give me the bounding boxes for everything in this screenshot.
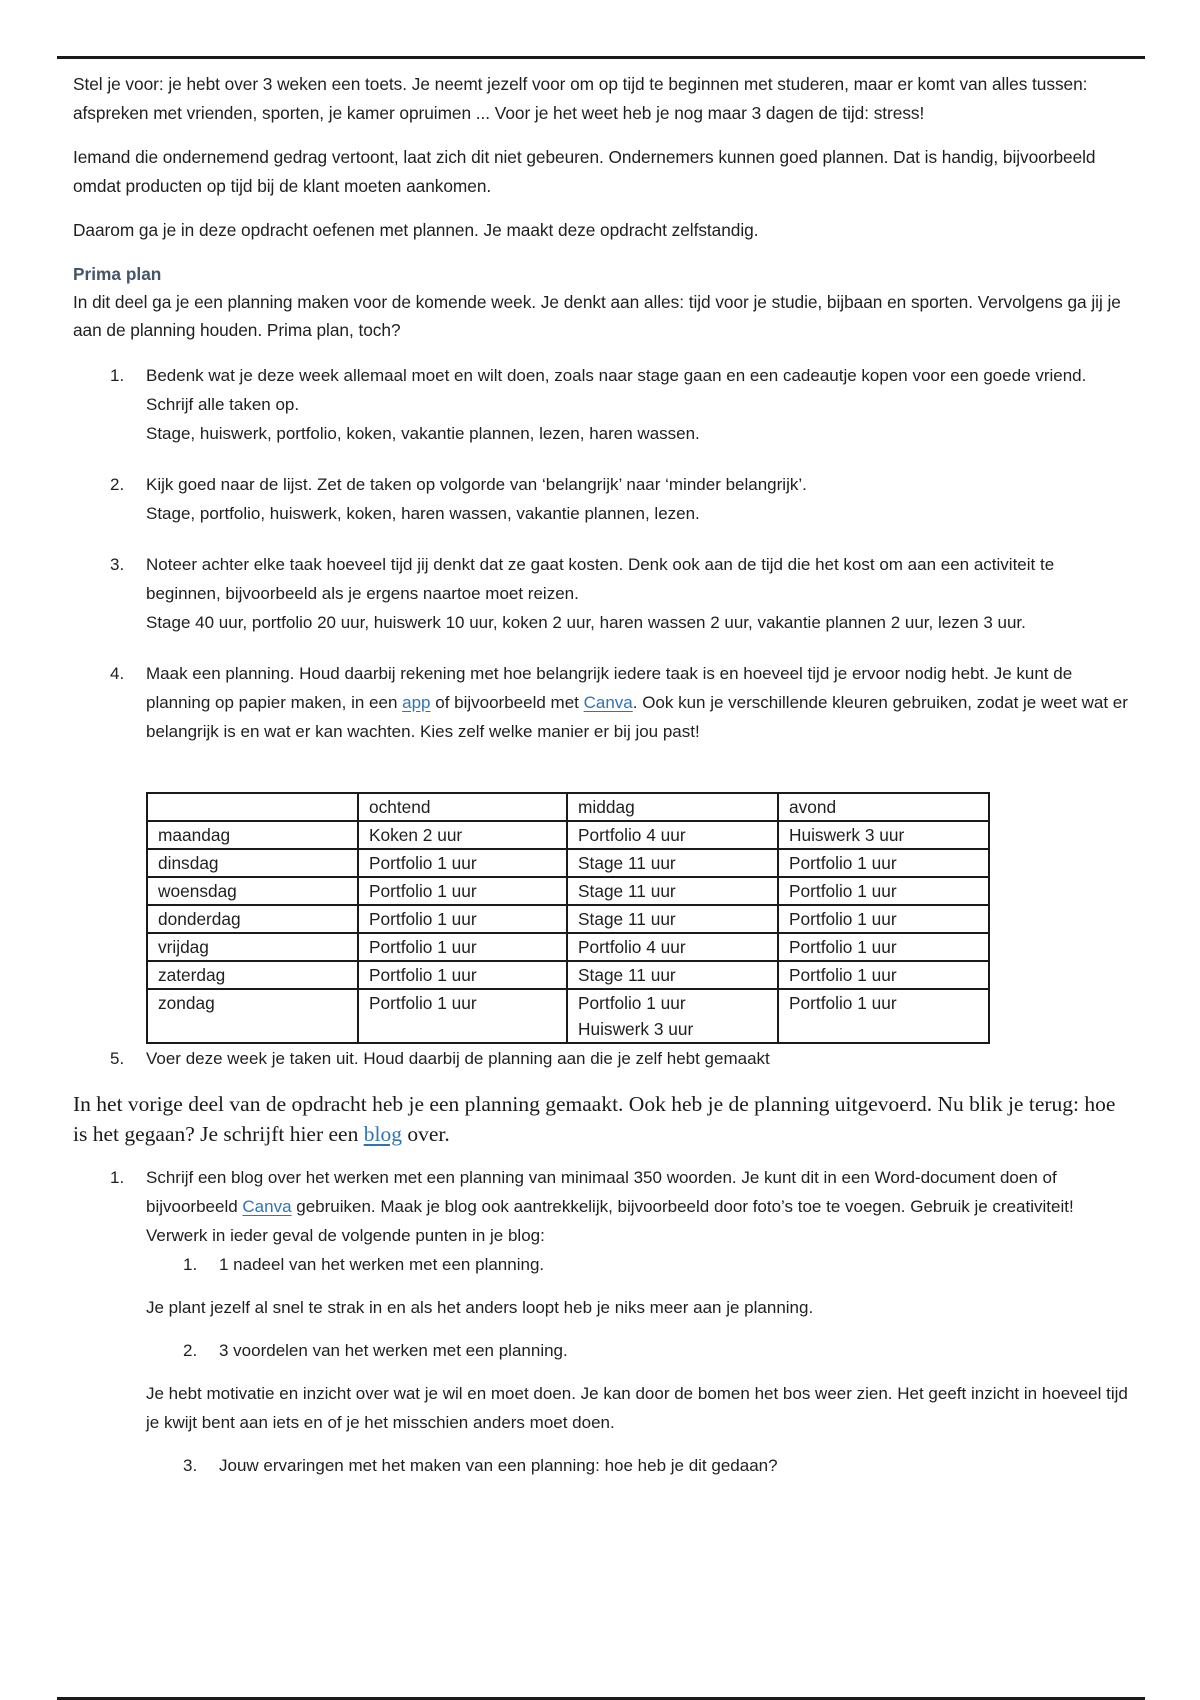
intro-paragraph-1: Stel je voor: je hebt over 3 weken een toets. Je neemt jezelf voor om op tijd te beginnen met studeren, maar er komt van alles tussen: afspreken met vrienden, sporten, je kamer opruimen ... Voor je het weet heb je nog maar 3 dagen de tijd: stress! bbox=[73, 74, 1088, 123]
table-header-cell: avond bbox=[778, 793, 989, 821]
table-row bbox=[147, 821, 989, 849]
step-answer: Stage 40 uur, portfolio 20 uur, huiswerk 10 uur, koken 2 uur, haren wassen 2 uur, vakantie plannen 2 uur, lezen 3 uur. bbox=[146, 612, 1026, 632]
table-cell: Koken 2 uur bbox=[358, 821, 567, 849]
subpoint-text: 1 nadeel van het werken met een planning. bbox=[219, 1254, 545, 1274]
table-header-cell bbox=[147, 793, 358, 821]
table-cell: Portfolio 1 uur bbox=[358, 905, 567, 933]
table-cell: Portfolio 1 uur bbox=[358, 989, 567, 1043]
blog-step-1 bbox=[73, 1163, 1133, 1250]
step-number: 3. bbox=[110, 554, 125, 574]
table-cell: Portfolio 1 uur bbox=[778, 989, 989, 1043]
day-cell: maandag bbox=[147, 821, 358, 849]
top-page-rule bbox=[57, 56, 1145, 59]
table-cell: Portfolio 1 uur bbox=[358, 933, 567, 961]
table-cell: Portfolio 1 uur bbox=[358, 961, 567, 989]
table-cell: Stage 11 uur bbox=[567, 905, 778, 933]
table-row bbox=[147, 933, 989, 961]
day-cell: donderdag bbox=[147, 905, 358, 933]
intro-paragraph-3: Daarom ga je in deze opdracht oefenen met plannen. Je maakt deze opdracht zelfstandig. bbox=[73, 220, 759, 240]
subpoint-number: 1. bbox=[183, 1254, 198, 1274]
cell-line: Huiswerk 3 uur bbox=[578, 1018, 694, 1039]
table-cell: Portfolio 1 uur bbox=[778, 877, 989, 905]
table-row bbox=[147, 961, 989, 989]
canva-link[interactable]: Canva bbox=[583, 692, 633, 712]
table-row bbox=[147, 989, 989, 1043]
step-1 bbox=[73, 361, 1133, 448]
day-cell: zondag bbox=[147, 989, 358, 1043]
step-text-a: Schrijf een blog over het werken met een planning van minimaal 350 woorden. Je kunt dit in een Word-document doen of bijvoorbeeld bbox=[146, 1167, 1057, 1216]
table-row bbox=[147, 849, 989, 877]
table-cell: Portfolio 1 uur bbox=[778, 905, 989, 933]
step-number: 2. bbox=[110, 474, 125, 494]
subpoint-number: 3. bbox=[183, 1455, 198, 1475]
table-cell: Portfolio 1 uur bbox=[778, 933, 989, 961]
table-row bbox=[147, 877, 989, 905]
table-cell: Stage 11 uur bbox=[567, 877, 778, 905]
subpoint-text: Jouw ervaringen met het maken van een planning: hoe heb je dit gedaan? bbox=[219, 1455, 778, 1475]
step-number: 4. bbox=[110, 663, 125, 683]
section-heading-prima-plan: Prima plan bbox=[73, 263, 162, 284]
weekly-planning-table bbox=[146, 792, 990, 1044]
step-text: Kijk goed naar de lijst. Zet de taken op volgorde van ‘belangrijk’ naar ‘minder belangrijk’. bbox=[146, 474, 807, 494]
step-text-b: gebruiken. Maak je blog ook aantrekkelijk, bijvoorbeeld door foto’s toe te voegen. Gebruik je creativiteit! Verwerk in ieder geval de volgende punten in je blog: bbox=[146, 1196, 1074, 1245]
table-cell-multiline bbox=[567, 989, 778, 1043]
step-5 bbox=[73, 1044, 1133, 1073]
step-number: 1. bbox=[110, 1167, 125, 1187]
cell-line: Portfolio 1 uur bbox=[578, 992, 686, 1013]
table-header-row bbox=[147, 793, 989, 821]
intro-paragraph-2: Iemand die ondernemend gedrag vertoont, laat zich dit niet gebeuren. Ondernemers kunnen goed plannen. Dat is handig, bijvoorbeeld omdat producten op tijd bij de klant moeten aankomen. bbox=[73, 147, 1096, 196]
step-number: 1. bbox=[110, 365, 125, 385]
table-header-cell: middag bbox=[567, 793, 778, 821]
step-3 bbox=[73, 550, 1133, 637]
subpoint-number: 2. bbox=[183, 1340, 198, 1360]
blog-subpoint-2 bbox=[73, 1336, 1133, 1365]
day-cell: dinsdag bbox=[147, 849, 358, 877]
step-4 bbox=[73, 659, 1133, 746]
section1-intro: In dit deel ga je een planning maken voor de komende week. Je denkt aan alles: tijd voor je studie, bijbaan en sporten. Vervolgens ga jij je aan de planning houden. Prima plan, toch? bbox=[73, 291, 1121, 340]
blog-subpoint-1 bbox=[73, 1250, 1133, 1279]
table-header-cell: ochtend bbox=[358, 793, 567, 821]
subpoint-1-answer: Je plant jezelf al snel te strak in en als het anders loopt heb je niks meer aan je planning. bbox=[146, 1297, 814, 1317]
step-answer: Stage, portfolio, huiswerk, koken, haren wassen, vakantie plannen, lezen. bbox=[146, 503, 700, 523]
step-text: Voer deze week je taken uit. Houd daarbij de planning aan die je zelf hebt gemaakt bbox=[146, 1048, 770, 1068]
table-cell: Stage 11 uur bbox=[567, 849, 778, 877]
day-cell: zaterdag bbox=[147, 961, 358, 989]
subpoint-text: 3 voordelen van het werken met een planning. bbox=[219, 1340, 568, 1360]
table-cell: Portfolio 1 uur bbox=[778, 961, 989, 989]
section2-intro-text-a: In het vorige deel van de opdracht heb je een planning gemaakt. Ook heb je de planning uitgevoerd. Nu blik je terug: hoe is het gegaan? Je schrijft hier een bbox=[73, 1091, 1116, 1146]
section2-intro-text-b: over. bbox=[401, 1121, 450, 1146]
task-steps-list-continued bbox=[73, 1044, 1133, 1073]
table-cell: Stage 11 uur bbox=[567, 961, 778, 989]
step-text-b: of bijvoorbeeld met bbox=[430, 692, 584, 712]
section2-intro bbox=[73, 1089, 1133, 1149]
blog-steps-list bbox=[73, 1163, 1133, 1250]
table-cell: Portfolio 1 uur bbox=[358, 877, 567, 905]
step-number: 5. bbox=[110, 1048, 125, 1068]
table-row bbox=[147, 905, 989, 933]
app-link[interactable]: app bbox=[402, 692, 431, 712]
step-text: Bedenk wat je deze week allemaal moet en wilt doen, zoals naar stage gaan en een cadeautje kopen voor een goede vriend. Schrijf alle taken op. bbox=[146, 365, 1087, 414]
step-text: Noteer achter elke taak hoeveel tijd jij denkt dat ze gaat kosten. Denk ook aan de tijd die het kost om aan een activiteit te beginnen, bijvoorbeeld als je ergens naartoe moet reizen. bbox=[146, 554, 1055, 603]
step-text-a: Maak een planning. Houd daarbij rekening met hoe belangrijk iedere taak is en hoeveel tijd je ervoor nodig hebt. Je kunt de planning op papier maken, in een bbox=[146, 663, 1073, 712]
day-cell: woensdag bbox=[147, 877, 358, 905]
planning-table-wrapper bbox=[146, 792, 1133, 1044]
document-page bbox=[73, 70, 1133, 1480]
table-cell: Portfolio 1 uur bbox=[778, 849, 989, 877]
step-2 bbox=[73, 470, 1133, 528]
table-cell: Portfolio 4 uur bbox=[567, 821, 778, 849]
task-steps-list bbox=[73, 361, 1133, 746]
subpoint-2-answer: Je hebt motivatie en inzicht over wat je wil en moet doen. Je kan door de bomen het bos weer zien. Het geeft inzicht in hoeveel tijd je kwijt bent aan iets en of je het misschien anders moet doen. bbox=[146, 1383, 1128, 1432]
blog-subpoint-3 bbox=[73, 1451, 1133, 1480]
table-cell: Huiswerk 3 uur bbox=[778, 821, 989, 849]
table-cell: Portfolio 4 uur bbox=[567, 933, 778, 961]
table-cell: Portfolio 1 uur bbox=[358, 849, 567, 877]
step-text-c: . Ook kun je verschillende kleuren gebruiken, zodat je weet wat er belangrijk is en wat er kan wachten. Kies zelf welke manier er bij jou past! bbox=[146, 692, 1128, 741]
day-cell: vrijdag bbox=[147, 933, 358, 961]
blog-link[interactable]: blog bbox=[363, 1121, 402, 1146]
canva-link-2[interactable]: Canva bbox=[242, 1196, 292, 1216]
step-answer: Stage, huiswerk, portfolio, koken, vakantie plannen, lezen, haren wassen. bbox=[146, 423, 700, 443]
